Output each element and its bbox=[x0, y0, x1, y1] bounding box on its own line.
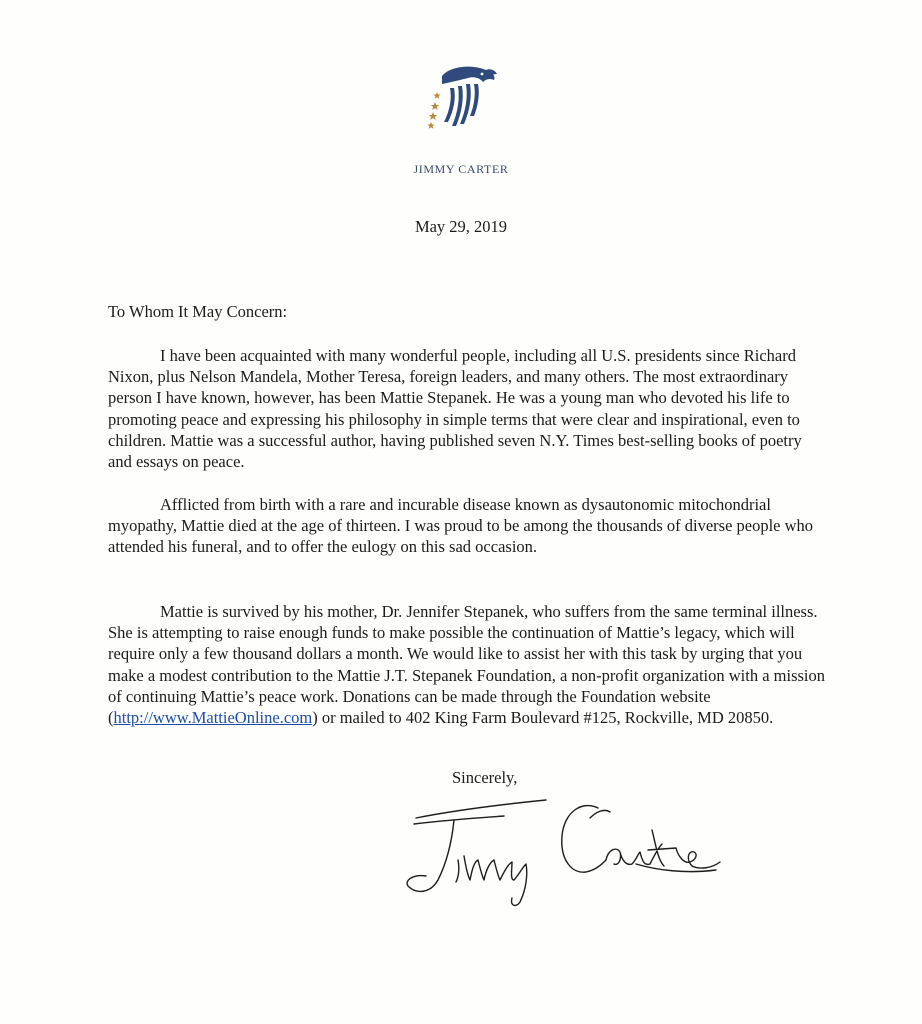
letterhead-name: JIMMY CARTER bbox=[413, 162, 509, 176]
foundation-website-link[interactable]: http://www.MattieOnline.com bbox=[113, 708, 313, 728]
paragraph-1: I have been acquainted with many wonderful people, including all U.S. presidents since Richard Nixon, plus Nelson Mandela, Mother Teresa, foreign leaders, and many others. The most extraordinary person I have known, however, has been Mattie Stepanek. He was a young man who devoted his life to promoting peace and expressing his philosophy in simple terms that were clear and inspirational, even to children. Mattie was a successful author, having published seven N.Y. Times best-selling books of poetry and essays on peace. bbox=[108, 346, 802, 472]
stars-icon bbox=[427, 92, 440, 129]
salutation: To Whom It May Concern: bbox=[108, 302, 288, 321]
closing: Sincerely, bbox=[452, 768, 518, 787]
paragraph-3-text-after-link: ) or mailed to 402 King Farm Boulevard #125, Rockville, MD 20850. bbox=[312, 708, 774, 728]
paragraph-2: Afflicted from birth with a rare and incurable disease known as dysautonomic mitochondrial myopathy, Mattie died at the age of thirteen. I was proud to be among the thousands of diverse people who attended his funeral, and to offer the eulogy on this sad occasion. bbox=[108, 495, 814, 557]
eagle-emblem-icon bbox=[420, 62, 500, 134]
paragraph-3 bbox=[108, 601, 828, 728]
signature-icon bbox=[386, 790, 726, 920]
letter-date: May 29, 2019 bbox=[414, 217, 508, 236]
paragraph-3-text-before-link: Mattie is survived by his mother, Dr. Jennifer Stepanek, who suffers from the same terminal illness. She is attempting to raise enough funds to make possible the continuation of Mattie’s legacy, which will require only a few thousand dollars a month. We would like to assist her with this task by urging that you make a modest contribution to the Mattie J.T. Stepanek Foundation, a non-profit organization with a mission of continuing Mattie’s peace work. Donations can be made through the Foundation website ( bbox=[108, 602, 826, 728]
